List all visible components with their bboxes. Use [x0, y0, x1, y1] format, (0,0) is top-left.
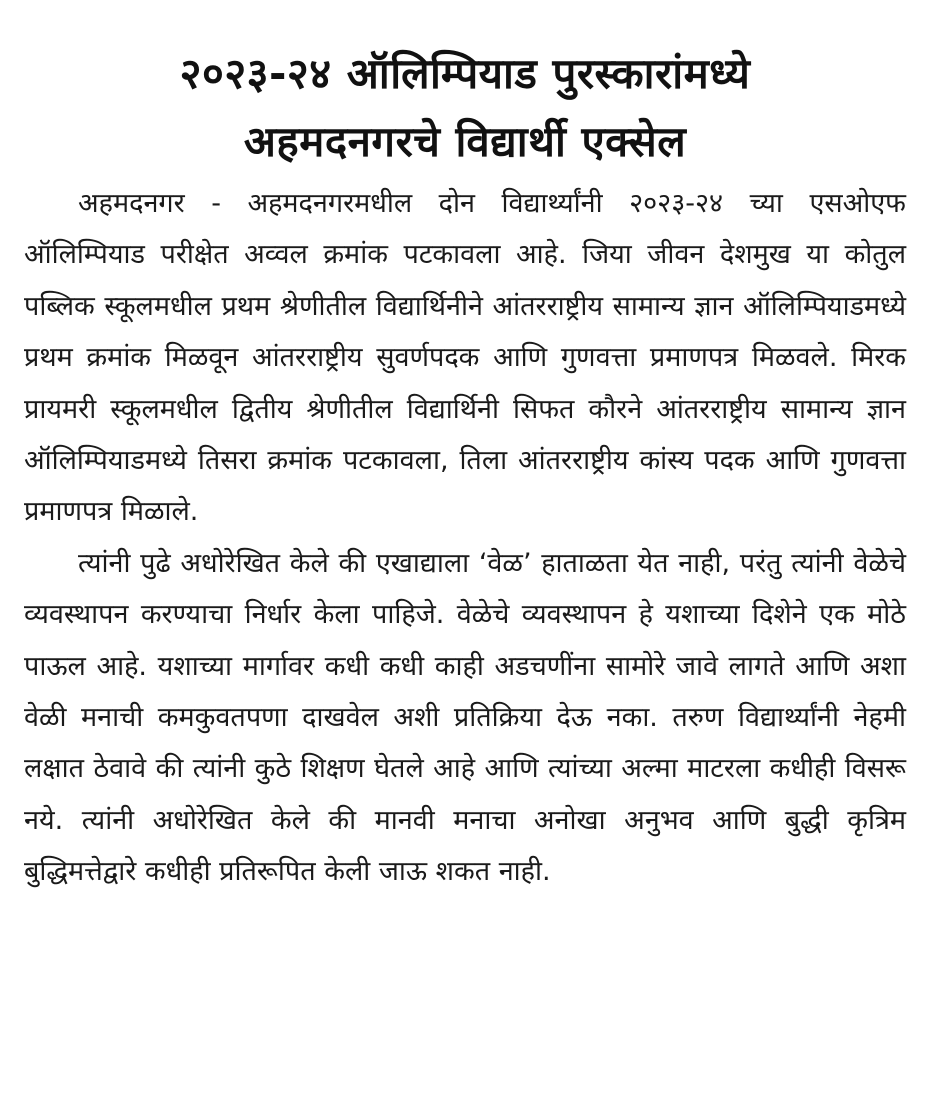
article-headline — [24, 40, 906, 176]
headline-line-1: २०२३-२४ ऑलिम्पियाड पुरस्कारांमध्ये — [179, 49, 751, 98]
article-paragraph-1: अहमदनगर - अहमदनगरमधील दोन विद्यार्थ्यांनी २०२३-२४ च्या एसओएफ ऑलिम्पियाड परीक्षेत अव्वल क्रमांक पटकावला आहे. जिया जीवन देशमुख या कोतुल पब्लिक स्कूलमधील प्रथम श्रेणीतील विद्यार्थिनीने आंतरराष्ट्रीय सामान्य ज्ञान ऑलिम्पियाडमध्ये प्रथम क्रमांक मिळवून आंतरराष्ट्रीय सुवर्णपदक आणि गुणवत्ता प्रमाणपत्र मिळवले. मिरक प्रायमरी स्कूलमधील द्वितीय श्रेणीतील विद्यार्थिनी सिफत कौरने आंतरराष्ट्रीय सामान्य ज्ञान ऑलिम्पियाडमध्ये तिसरा क्रमांक पटकावला, तिला आंतरराष्ट्रीय कांस्य पदक आणि गुणवत्ता प्रमाणपत्र मिळाले. — [24, 188, 906, 528]
article-paragraph-2: त्यांनी पुढे अधोरेखित केले की एखाद्याला ‘वेळ’ हाताळता येत नाही, परंतु त्यांनी वेळेचे व्यवस्थापन करण्याचा निर्धार केला पाहिजे. वेळेचे व्यवस्थापन हे यशाच्या दिशेने एक मोठे पाऊल आहे. यशाच्या मार्गावर कधी कधी काही अडचणींना सामोरे जावे लागते आणि अशा वेळी मनाची कमकुवतपणा दाखवेल अशी प्रतिक्रिया देऊ नका. तरुण विद्यार्थ्यांनी नेहमी लक्षात ठेवावे की त्यांनी कुठे शिक्षण घेतले आहे आणि त्यांच्या अल्मा माटरला कधीही विसरू नये. त्यांनी अधोरेखित केले की मानवी मनाचा अनोखा अनुभव आणि बुद्धी कृत्रिम बुद्धिमत्तेद्वारे कधीही प्रतिरूपित केली जाऊ शकत नाही. — [24, 547, 906, 888]
headline-line-2: अहमदनगरचे विद्यार्थी एक्सेल — [243, 117, 687, 166]
news-article — [24, 40, 906, 898]
